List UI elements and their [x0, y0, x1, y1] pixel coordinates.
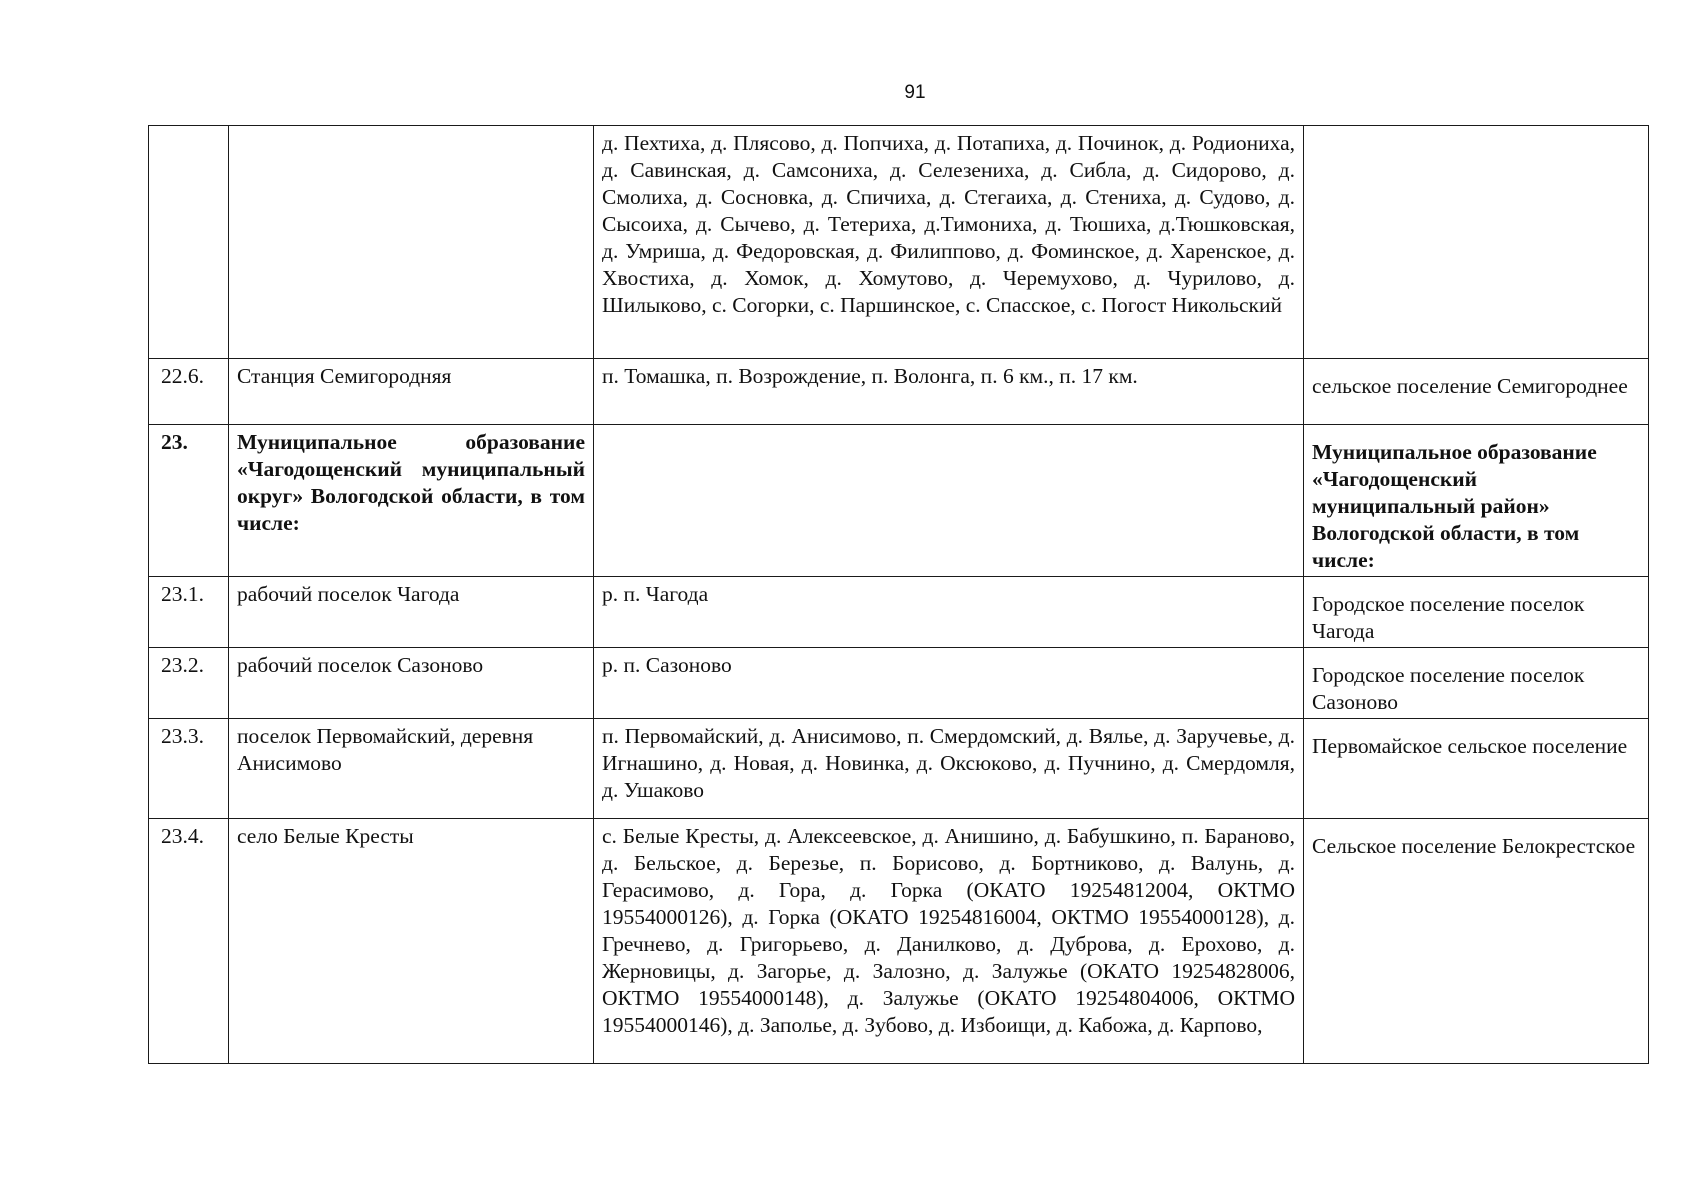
settlements-list: д. Пехтиха, д. Плясово, д. Попчиха, д. Потапиха, д. Починок, д. Родиониха, д. Савинская, д. Самсониха, д. Селезениха, д. Сибла, д. Сидорово, д. Смолиха, д. Сосновка, д. Спичиха, д. Стегаиха, д. Стениха, д. Судово, д. Сысоиха, д. Сычево, д. Тетериха, д.Тимониха, д. Тюшиха, д.Тюшковская, д. Умриша, д. Федоровская, д. Филиппово, д. Фоминское, д. Харенское, д. Хвостиха, д. Хомок, д. Хомутово, д. Черемухово, д. Чурилово, д. Шилыково, с. Согорки, с. Паршинское, с. Спасское, с. Погост Никольский — [594, 126, 1304, 359]
municipality-name: поселок Первомайский, деревня Анисимово — [229, 719, 594, 819]
former-municipality: Первомайское сельское поселение — [1304, 719, 1649, 819]
table-row — [149, 719, 1649, 819]
table-row — [149, 126, 1649, 359]
row-number: 23.1. — [149, 577, 229, 648]
former-municipality: Сельское поселение Белокрестское — [1304, 819, 1649, 1064]
row-number: 23.4. — [149, 819, 229, 1064]
former-municipality: сельское поселение Семигороднее — [1304, 359, 1649, 425]
settlements-list: п. Томашка, п. Возрождение, п. Волонга, п. 6 км., п. 17 км. — [594, 359, 1304, 425]
settlements-list: р. п. Чагода — [594, 577, 1304, 648]
municipality-name: Станция Семигородняя — [229, 359, 594, 425]
table-row — [149, 359, 1649, 425]
row-number: 23.2. — [149, 648, 229, 719]
former-municipality: Городское поселение поселок Чагода — [1304, 577, 1649, 648]
table-row — [149, 819, 1649, 1064]
former-municipality: Муниципальное образование «Чагодощенский муниципальный район» Вологодской области, в том числе: — [1304, 425, 1649, 577]
former-municipality — [1304, 126, 1649, 359]
table-row — [149, 648, 1649, 719]
municipality-name: село Белые Кресты — [229, 819, 594, 1064]
settlements-list: р. п. Сазоново — [594, 648, 1304, 719]
row-number: 22.6. — [149, 359, 229, 425]
table-row — [149, 577, 1649, 648]
row-number — [149, 126, 229, 359]
row-number: 23.3. — [149, 719, 229, 819]
municipality-name: рабочий поселок Чагода — [229, 577, 594, 648]
municipality-name: рабочий поселок Сазоново — [229, 648, 594, 719]
municipality-name — [229, 126, 594, 359]
settlements-list: п. Первомайский, д. Анисимово, п. Смердомский, д. Вялье, д. Заручевье, д. Игнашино, д. Новая, д. Новинка, д. Оксюково, д. Пучнино, д. Смердомля, д. Ушаково — [594, 719, 1304, 819]
table-row — [149, 425, 1649, 577]
settlements-list: с. Белые Кресты, д. Алексеевское, д. Анишино, д. Бабушкино, п. Бараново, д. Бельское, д. Березье, п. Борисово, д. Бортниково, д. Валунь, д. Герасимово, д. Гора, д. Горка (ОКАТО 19254812004, ОКТМО 19554000126), д. Горка (ОКАТО 19254816004, ОКТМО 19554000128), д. Гречнево, д. Григорьево, д. Данилково, д. Дуброва, д. Ерохово, д. Жерновицы, д. Загорье, д. Залозно, д. Залужье (ОКАТО 19254828006, ОКТМО 19554000148), д. Залужье (ОКАТО 19254804006, ОКТМО 19554000146), д. Заполье, д. Зубово, д. Избоищи, д. Кабожа, д. Карпово, — [594, 819, 1304, 1064]
municipality-name: Муниципальное образование «Чагодощенский муниципальный округ» Вологодской области, в том числе: — [229, 425, 594, 577]
settlements-list — [594, 425, 1304, 577]
former-municipality: Городское поселение поселок Сазоново — [1304, 648, 1649, 719]
municipal-table — [148, 125, 1649, 1064]
row-number: 23. — [149, 425, 229, 577]
page-number: 91 — [904, 82, 926, 103]
